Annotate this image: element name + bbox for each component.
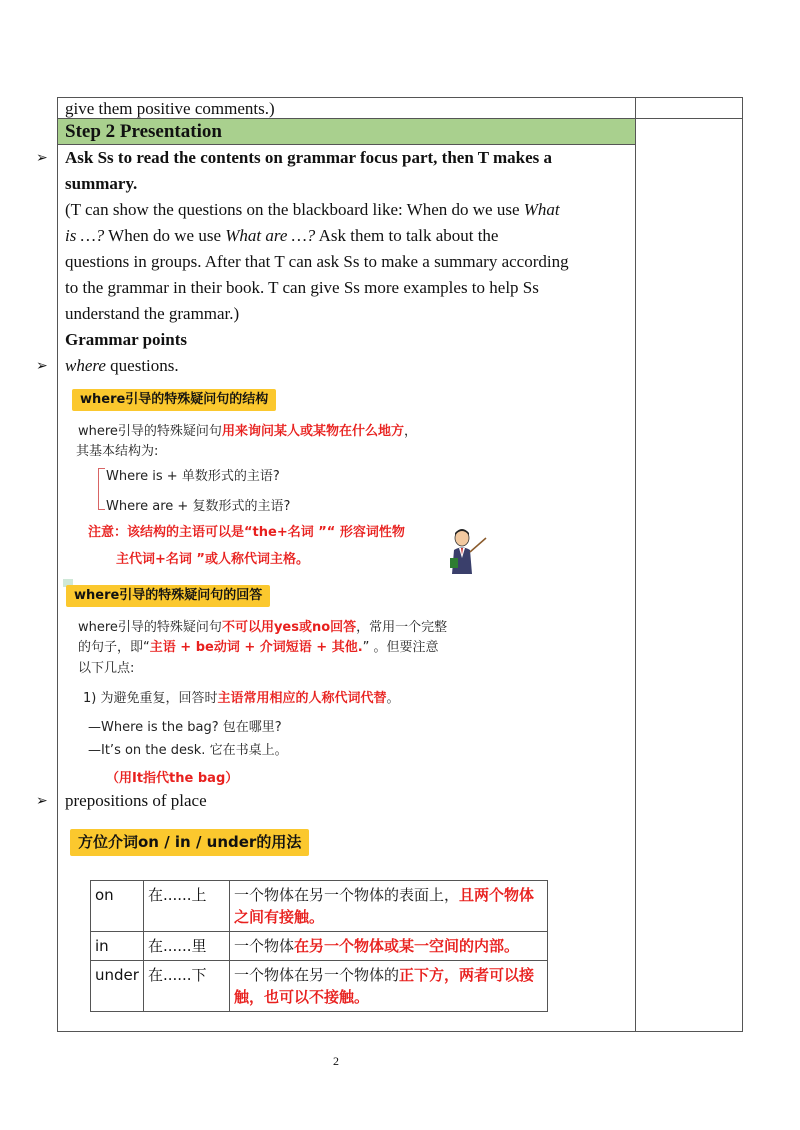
bullet1-para-line1 — [65, 197, 560, 223]
table-row — [91, 961, 548, 1012]
text: 的句子，即“ — [78, 640, 150, 655]
text: where引导的特殊疑问句 — [78, 620, 222, 635]
bullet1-para-line5: understand the grammar.) — [65, 304, 240, 323]
prepositions-pill: 方位介词on / in / under的用法 — [70, 829, 309, 856]
bullet2 — [65, 353, 179, 379]
page-number: 2 — [333, 1054, 339, 1068]
red-text: 且两个物体之间有接触。 — [233, 886, 534, 926]
bullet2-italic: where — [65, 356, 106, 375]
bullet1-line1: Ask Ss to read the contents on grammar focus part, then T makes a — [65, 148, 553, 167]
step-title: Step 2 Presentation — [65, 121, 222, 142]
prep-meaning: 在......下 — [143, 961, 229, 1012]
prep-desc — [229, 881, 547, 932]
prep-word: on — [91, 881, 144, 932]
bullet2-text: questions. — [105, 356, 179, 375]
red-text: 不可以用yes或no回答 — [221, 620, 357, 635]
box2-point1 — [83, 687, 400, 706]
note-line1: 注意：该结构的主语可以是“the+名词 ”“ 形容词性物 — [88, 525, 405, 540]
structure-pill: where引导的特殊疑问句的结构 — [72, 389, 276, 411]
red-text: 在另一个物体或某一空间的内部。 — [293, 937, 519, 955]
text: 一个物体 — [233, 937, 294, 955]
table-row — [91, 932, 548, 961]
prep-desc — [229, 961, 547, 1012]
example-2: —It’s on the desk. 它在书桌上。 — [88, 743, 288, 758]
structure-1: Where is + 单数形式的主语? — [106, 469, 280, 484]
top-row-text: give them positive comments.) — [65, 99, 275, 118]
red-text: 用来询问某人或某物在什么地方 — [221, 424, 404, 439]
example-1: —Where is the bag? 包在哪里? — [88, 720, 282, 735]
grammar-heading: Grammar points — [65, 330, 187, 349]
text: 。 — [386, 691, 400, 706]
teacher-pointer-icon — [448, 528, 488, 576]
red-text: 主语 + be动词 + 介词短语 + 其他. — [149, 640, 363, 655]
prep-meaning: 在......里 — [143, 932, 229, 961]
arrow-bullet-icon: ➢ — [36, 150, 48, 166]
para-text: Ask them to talk about the — [315, 226, 499, 245]
para-italic: What — [523, 200, 560, 219]
structure-2: Where are + 复数形式的主语? — [106, 499, 291, 514]
para-text: (T can show the questions on the blackboard like: When do we use — [65, 200, 524, 219]
box2-line1 — [78, 616, 447, 635]
box1-line2: 其基本结构为: — [76, 444, 159, 459]
example-note: （用It指代the bag） — [106, 771, 239, 786]
para-text: When do we use — [104, 226, 226, 245]
box1-line1 — [78, 420, 417, 439]
red-text: 主语常用相应的人称代词代替 — [217, 691, 387, 706]
text: ， — [403, 424, 417, 439]
arrow-bullet-icon: ➢ — [36, 358, 48, 374]
prep-word: in — [91, 932, 144, 961]
para-italic: is …? — [65, 226, 105, 245]
para-italic: What are …? — [225, 226, 316, 245]
text: where引导的特殊疑问句 — [78, 424, 222, 439]
table-row — [91, 881, 548, 932]
box2-line3: 以下几点: — [78, 661, 135, 676]
bullet1-line2: summary. — [65, 174, 138, 193]
text: ，常用一个完整 — [356, 620, 448, 635]
box2-line2 — [78, 636, 439, 655]
arrow-bullet-icon: ➢ — [36, 793, 48, 809]
red-text: 正下方，两者可以接触，也可以不接触。 — [233, 966, 534, 1006]
text: 一个物体在另一个物体的表面上， — [233, 886, 459, 904]
prep-word: under — [91, 961, 144, 1012]
bullet1-para-line4: to the grammar in their book. T can give Ss more examples to help Ss — [65, 278, 539, 297]
prep-desc — [229, 932, 547, 961]
prepositions-table — [90, 880, 548, 1012]
prep-meaning: 在......上 — [143, 881, 229, 932]
bullet3: prepositions of place — [65, 791, 207, 810]
text: 1) 为避免重复，回答时 — [83, 691, 218, 706]
brace-icon — [98, 468, 105, 510]
text: 一个物体在另一个物体的 — [233, 966, 399, 984]
text: ” 。但要注意 — [362, 640, 439, 655]
bullet1-para-line3: questions in groups. After that T can ask Ss to make a summary according — [65, 252, 569, 271]
column-divider — [635, 97, 636, 1032]
answer-pill: where引导的特殊疑问句的回答 — [66, 585, 270, 607]
bullet1-para-line2 — [65, 223, 498, 249]
note-line2: 主代词+名词 ”或人称代词主格。 — [116, 552, 309, 567]
